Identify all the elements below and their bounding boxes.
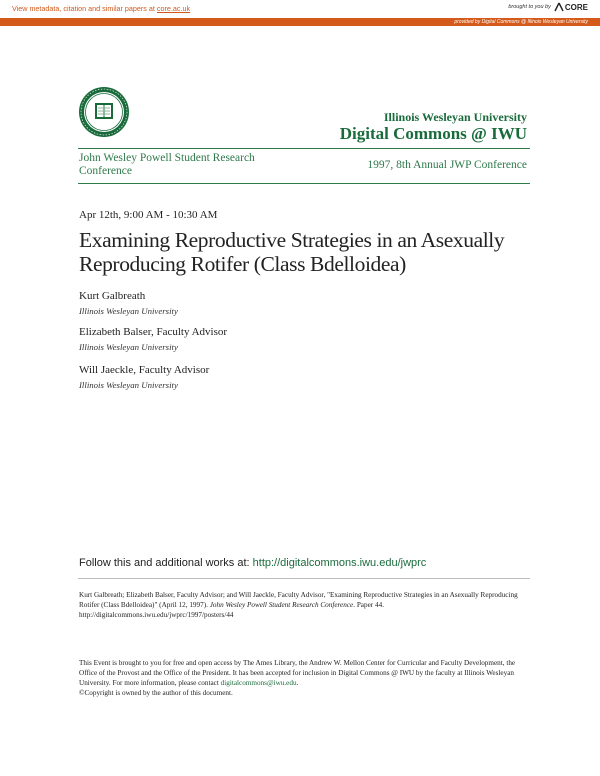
paper-title: Examining Reproductive Strategies in an Asexually Reproducing Rotifer (Class Bdelloidea): [79, 228, 505, 276]
series-link[interactable]: John Wesley Powell Student Research Conference: [79, 152, 255, 177]
citation-block: [79, 590, 531, 620]
citation-text: Kurt Galbreath; Elizabeth Balser, Faculty Advisor; and Will Jaeckle, Faculty Advisor, "Examining Reproductive Strategies in an Asexually Reproducing Rotifer (Class Bdelloidea)" (April 12, 1997).: [79, 591, 518, 609]
author-affiliation: Illinois Wesleyan University: [79, 342, 178, 352]
citation-paper-number: . Paper 44.: [353, 601, 384, 609]
header-divider-bottom: [78, 183, 530, 184]
core-branding[interactable]: [508, 2, 588, 12]
follow-line: [79, 557, 426, 569]
brought-by-text: brought to you by: [508, 4, 551, 10]
core-logo[interactable]: [554, 2, 588, 12]
provider-text: provided by Digital Commons @ Illinois Wesleyan University: [454, 19, 588, 25]
notice-end: .: [296, 679, 299, 687]
core-logo-icon: [554, 2, 564, 12]
conference-link[interactable]: 1997, 8th Annual JWP Conference: [367, 159, 527, 171]
core-banner: [0, 0, 600, 18]
university-seal-icon: [78, 86, 130, 138]
follow-link[interactable]: http://digitalcommons.iwu.edu/jwprc: [252, 557, 427, 569]
repository-name[interactable]: Digital Commons @ IWU: [339, 124, 527, 143]
header-divider-top: [78, 148, 530, 149]
author-name: Elizabeth Balser, Faculty Advisor: [79, 326, 228, 338]
core-link[interactable]: core.ac.uk: [156, 4, 191, 13]
notice-text: This Event is brought to you for free and open access by The Ames Library, the Andrew W. Mellon Center for Curricular and Faculty Development, the Office of the Provost and the Office of the President. It has been accepted for inclusion in Digital Commons @ IWU by the faculty at Illinois Wesleyan University. For more information, please contact: [79, 659, 516, 687]
university-name[interactable]: Illinois Wesleyan University: [383, 110, 527, 124]
citation-journal: John Wesley Powell Student Research Conference: [209, 601, 354, 609]
contact-email-link[interactable]: digitalcommons@iwu.edu: [220, 679, 297, 687]
copyright-text: ©Copyright is owned by the author of this document.: [79, 689, 233, 697]
provider-bar: [0, 18, 600, 26]
core-logo-text: CORE: [564, 2, 588, 12]
author-affiliation: Illinois Wesleyan University: [79, 306, 178, 316]
author-affiliation: Illinois Wesleyan University: [79, 380, 178, 390]
access-notice: [79, 658, 531, 698]
author-name: Will Jaeckle, Faculty Advisor: [79, 364, 210, 376]
follow-text: Follow this and additional works at:: [79, 557, 250, 569]
core-banner-text: View metadata, citation and similar papers at: [12, 4, 155, 13]
author-name: Kurt Galbreath: [79, 290, 146, 302]
footer-divider: [78, 578, 530, 579]
core-metadata-link[interactable]: [12, 4, 190, 13]
event-date: Apr 12th, 9:00 AM - 10:30 AM: [79, 209, 218, 221]
citation-url[interactable]: http://digitalcommons.iwu.edu/jwprc/1997/posters/44: [79, 611, 234, 619]
